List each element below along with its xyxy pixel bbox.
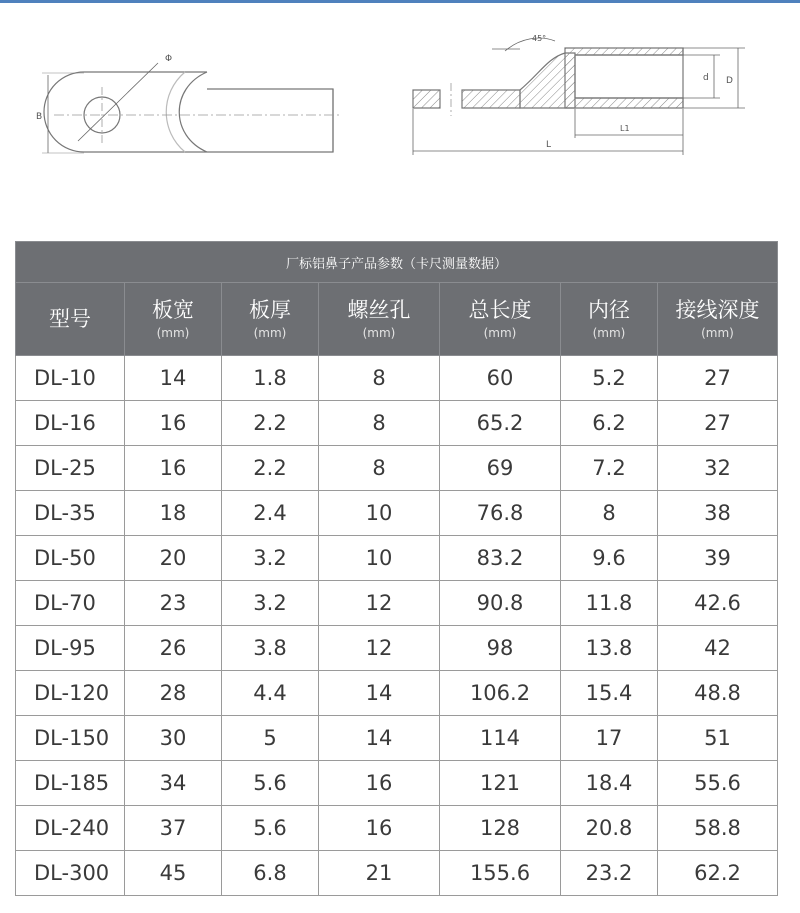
value-cell: 21 <box>319 851 440 896</box>
value-cell: 39 <box>658 536 778 581</box>
value-cell: 23 <box>125 581 222 626</box>
model-cell: DL-35 <box>16 491 125 536</box>
value-cell: 128 <box>440 806 561 851</box>
value-cell: 2.2 <box>222 446 319 491</box>
value-cell: 14 <box>125 356 222 401</box>
dim-d-label: d <box>703 73 709 83</box>
table-row <box>16 626 778 671</box>
value-cell: 10 <box>319 491 440 536</box>
value-cell: 34 <box>125 761 222 806</box>
table-row <box>16 581 778 626</box>
column-header-label: 板宽 <box>152 298 194 322</box>
value-cell: 6.8 <box>222 851 319 896</box>
value-cell: 55.6 <box>658 761 778 806</box>
value-cell: 106.2 <box>440 671 561 716</box>
value-cell: 14 <box>319 716 440 761</box>
column-header-unit: (mm) <box>253 326 287 340</box>
model-cell: DL-95 <box>16 626 125 671</box>
value-cell: 76.8 <box>440 491 561 536</box>
column-header <box>125 283 222 356</box>
value-cell: 83.2 <box>440 536 561 581</box>
value-cell: 5.6 <box>222 806 319 851</box>
column-header-label: 接线深度 <box>675 298 760 322</box>
table-row <box>16 491 778 536</box>
lug-section-view <box>413 38 683 116</box>
model-cell: DL-300 <box>16 851 125 896</box>
spec-table-container <box>15 241 777 896</box>
value-cell: 28 <box>125 671 222 716</box>
column-header-label: 螺丝孔 <box>347 298 411 322</box>
value-cell: 62.2 <box>658 851 778 896</box>
value-cell: 42.6 <box>658 581 778 626</box>
value-cell: 30 <box>125 716 222 761</box>
value-cell: 20 <box>125 536 222 581</box>
column-header-unit: (mm) <box>362 326 396 340</box>
value-cell: 13.8 <box>561 626 658 671</box>
table-row <box>16 716 778 761</box>
value-cell: 5.6 <box>222 761 319 806</box>
value-cell: 12 <box>319 581 440 626</box>
table-title-row <box>16 242 778 283</box>
value-cell: 98 <box>440 626 561 671</box>
value-cell: 38 <box>658 491 778 536</box>
model-cell: DL-185 <box>16 761 125 806</box>
value-cell: 16 <box>125 446 222 491</box>
value-cell: 37 <box>125 806 222 851</box>
lug-plan-view <box>42 63 340 153</box>
value-cell: 3.8 <box>222 626 319 671</box>
value-cell: 60 <box>440 356 561 401</box>
value-cell: 2.4 <box>222 491 319 536</box>
column-header-label: 总长度 <box>468 298 532 322</box>
value-cell: 9.6 <box>561 536 658 581</box>
column-header <box>440 283 561 356</box>
value-cell: 8 <box>319 446 440 491</box>
column-header-unit: (mm) <box>156 326 190 340</box>
table-header-row <box>16 283 778 356</box>
model-cell: DL-16 <box>16 401 125 446</box>
value-cell: 16 <box>125 401 222 446</box>
column-header-label: 型号 <box>49 307 91 331</box>
value-cell: 45 <box>125 851 222 896</box>
value-cell: 8 <box>319 356 440 401</box>
value-cell: 1.8 <box>222 356 319 401</box>
value-cell: 8 <box>319 401 440 446</box>
value-cell: 155.6 <box>440 851 561 896</box>
value-cell: 32 <box>658 446 778 491</box>
column-header-label: 内径 <box>588 298 630 322</box>
value-cell: 65.2 <box>440 401 561 446</box>
value-cell: 27 <box>658 401 778 446</box>
model-cell: DL-70 <box>16 581 125 626</box>
value-cell: 16 <box>319 806 440 851</box>
value-cell: 11.8 <box>561 581 658 626</box>
dim-l-label: L <box>546 140 552 150</box>
value-cell: 2.2 <box>222 401 319 446</box>
spec-table <box>15 241 778 896</box>
value-cell: 48.8 <box>658 671 778 716</box>
model-cell: DL-120 <box>16 671 125 716</box>
column-header <box>16 283 125 356</box>
dim-phi-label: Φ <box>165 54 173 64</box>
value-cell: 42 <box>658 626 778 671</box>
model-cell: DL-10 <box>16 356 125 401</box>
dim-l1-label: L1 <box>620 124 630 133</box>
column-header <box>658 283 778 356</box>
value-cell: 23.2 <box>561 851 658 896</box>
value-cell: 12 <box>319 626 440 671</box>
value-cell: 121 <box>440 761 561 806</box>
table-row <box>16 761 778 806</box>
column-header <box>222 283 319 356</box>
value-cell: 18.4 <box>561 761 658 806</box>
value-cell: 5.2 <box>561 356 658 401</box>
table-row <box>16 806 778 851</box>
column-header <box>561 283 658 356</box>
value-cell: 15.4 <box>561 671 658 716</box>
column-header-unit: (mm) <box>701 326 734 340</box>
value-cell: 6.2 <box>561 401 658 446</box>
column-header <box>319 283 440 356</box>
value-cell: 51 <box>658 716 778 761</box>
value-cell: 26 <box>125 626 222 671</box>
table-row <box>16 851 778 896</box>
dim-b-label: B <box>36 112 43 122</box>
value-cell: 27 <box>658 356 778 401</box>
value-cell: 20.8 <box>561 806 658 851</box>
value-cell: 5 <box>222 716 319 761</box>
table-row <box>16 671 778 716</box>
model-cell: DL-25 <box>16 446 125 491</box>
value-cell: 7.2 <box>561 446 658 491</box>
model-cell: DL-150 <box>16 716 125 761</box>
table-title: 厂标铝鼻子产品参数（卡尺测量数据） <box>16 242 778 283</box>
model-cell: DL-50 <box>16 536 125 581</box>
technical-drawing <box>0 3 800 203</box>
value-cell: 3.2 <box>222 536 319 581</box>
table-row <box>16 446 778 491</box>
table-row <box>16 401 778 446</box>
value-cell: 14 <box>319 671 440 716</box>
dim-angle-label: 45° <box>532 34 547 43</box>
value-cell: 3.2 <box>222 581 319 626</box>
column-header-label: 板厚 <box>249 298 291 322</box>
value-cell: 69 <box>440 446 561 491</box>
value-cell: 90.8 <box>440 581 561 626</box>
column-header-unit: (mm) <box>592 326 626 340</box>
value-cell: 58.8 <box>658 806 778 851</box>
value-cell: 18 <box>125 491 222 536</box>
value-cell: 114 <box>440 716 561 761</box>
dim-big-d-label: D <box>726 76 733 86</box>
table-row <box>16 536 778 581</box>
table-body <box>16 356 778 896</box>
value-cell: 17 <box>561 716 658 761</box>
value-cell: 4.4 <box>222 671 319 716</box>
value-cell: 10 <box>319 536 440 581</box>
model-cell: DL-240 <box>16 806 125 851</box>
value-cell: 16 <box>319 761 440 806</box>
value-cell: 8 <box>561 491 658 536</box>
table-row <box>16 356 778 401</box>
column-header-unit: (mm) <box>483 326 517 340</box>
